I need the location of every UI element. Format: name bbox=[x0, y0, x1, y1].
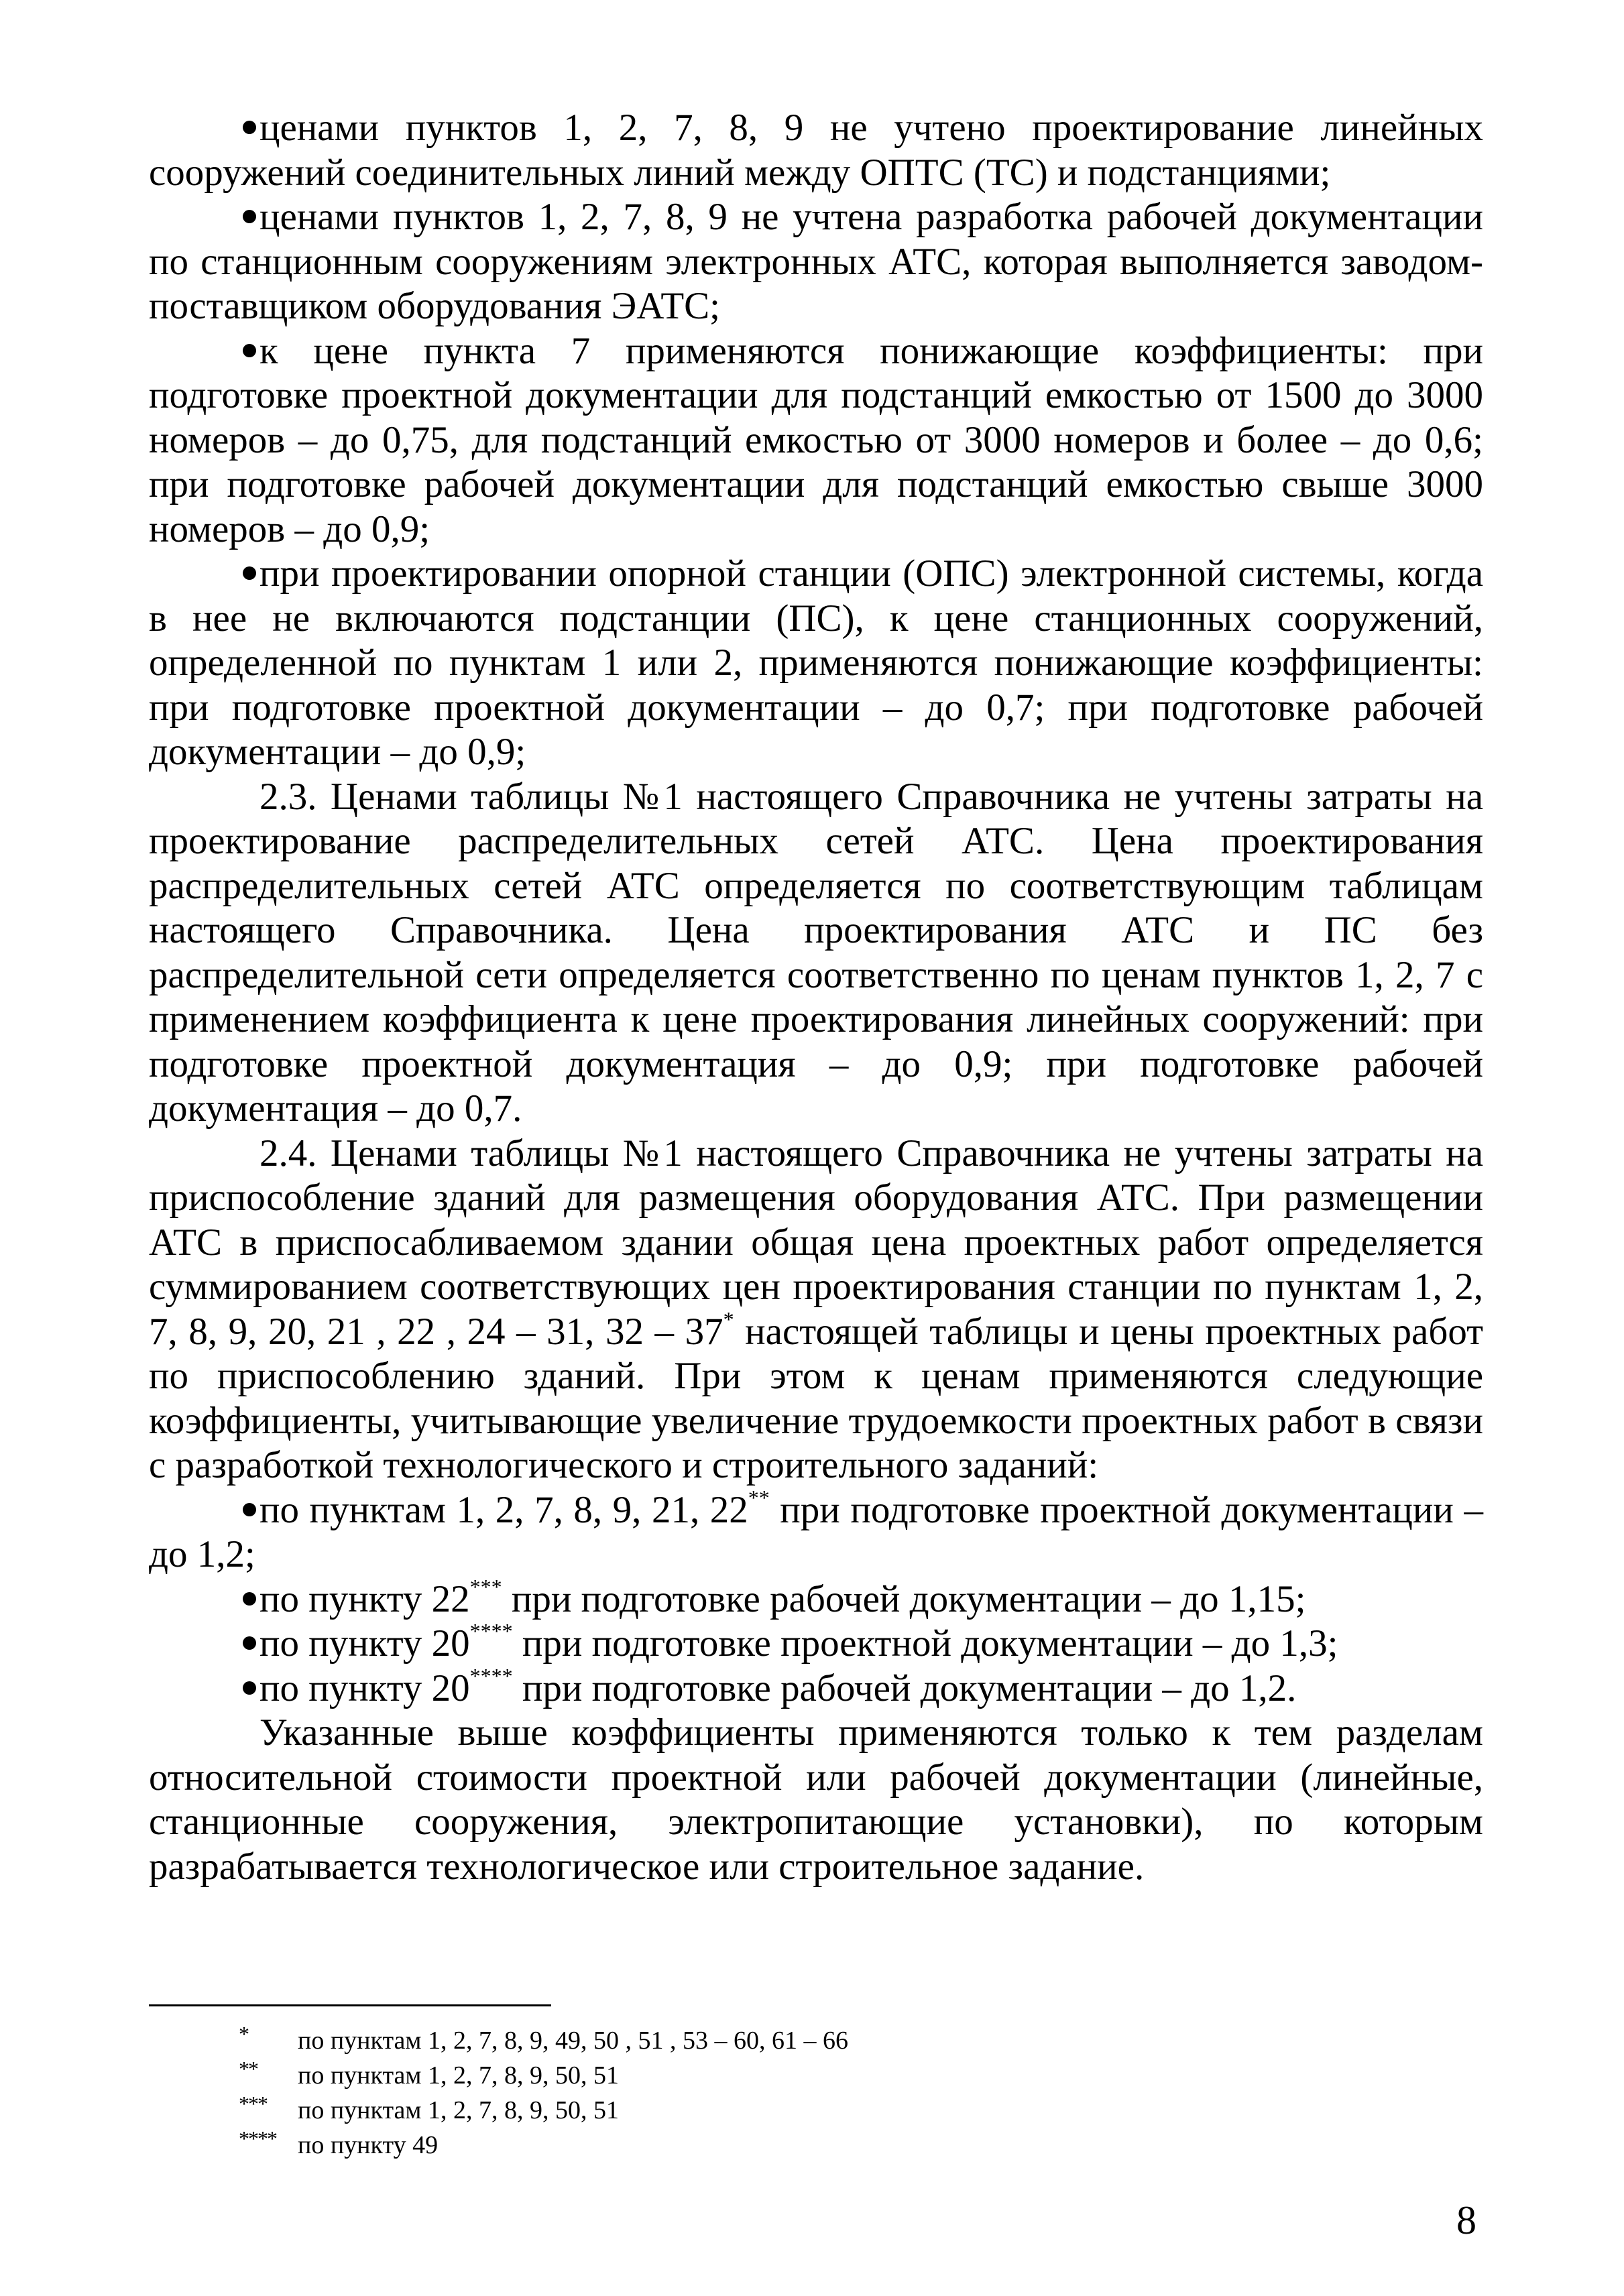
bullet-text: при проектировании опорной станции (ОПС) электронной системы, когда в нее не включаются подстанции (ПС), к цене станционных сооружений, определенной по пунктам 1 или 2, применяются понижающие коэффициенты: при подготовке проектной документации – до 0,7; при подготовке рабочей документации – до 0,9; bbox=[149, 552, 1483, 773]
bullet-text-continued: при подготовке проектной документации – до 1,3; bbox=[512, 1622, 1338, 1665]
closing-paragraph: Указанные выше коэффициенты применяются только к тем разделам относительной стоимости проектной или рабочей документации (линейные, станционные сооружения, электропитающие установки), по которым разрабатывается технологическое или строительное задание. bbox=[149, 1711, 1483, 1888]
bullet-item bbox=[149, 195, 1483, 329]
coefficient-bullet-item bbox=[149, 1619, 1483, 1667]
bullet-text: к цене пункта 7 применяются понижающие коэффициенты: при подготовке проектной документации для подстанций емкостью от 1500 до 3000 номеров – до 0,75, для подстанций емкостью от 3000 номеров и более – до 0,6; при подготовке рабочей документации для подстанций емкостью свыше 3000 номеров – до 0,9; bbox=[149, 329, 1483, 550]
footnote-item bbox=[239, 2057, 848, 2093]
bullet-item bbox=[149, 552, 1483, 775]
bullet-text: по пункту 20 bbox=[259, 1667, 470, 1709]
footnote-marker: *** bbox=[469, 1574, 502, 1599]
document-body bbox=[149, 106, 1483, 1889]
footnote-mark: **** bbox=[239, 2126, 276, 2151]
footnote-marker: **** bbox=[469, 1619, 513, 1643]
footnote-item bbox=[239, 2126, 848, 2163]
footnote-divider bbox=[149, 2004, 551, 2006]
bullet-icon bbox=[243, 344, 256, 357]
coefficient-bullet-item bbox=[149, 1485, 1483, 1577]
footnote-text: по пунктам 1, 2, 7, 8, 9, 50, 51 bbox=[298, 2096, 619, 2124]
footnote-text: по пунктам 1, 2, 7, 8, 9, 50, 51 bbox=[298, 2061, 619, 2090]
bullet-text-continued: при подготовке рабочей документации – до 1,15; bbox=[502, 1577, 1306, 1620]
section-2-4-text: 2.4. Ценами таблицы №1 настоящего Справочника не учтены затраты на приспособление зданий для размещения оборудования АТС. При размещении АТС в приспосабливаемом здании общая цена проектных работ определяется суммированием соответствующих цен проектирования станции по пунктам 1, 2, 7, 8, 9, 20, 21 , 22 , 24 – 31, 32 – 37 bbox=[149, 1132, 1483, 1353]
bullet-icon bbox=[243, 1592, 256, 1606]
bullet-icon bbox=[243, 1636, 256, 1650]
footnotes bbox=[239, 2022, 848, 2163]
bullet-item bbox=[149, 329, 1483, 552]
bullet-text: ценами пунктов 1, 2, 7, 8, 9 не учтена разработка рабочей документации по станционным сооружениям электронных АТС, которая выполняется заводом-поставщиком оборудования ЭАТС; bbox=[149, 196, 1483, 327]
footnote-mark: ** bbox=[239, 2057, 257, 2081]
footnote-mark: *** bbox=[239, 2092, 267, 2116]
bullet-item bbox=[149, 106, 1483, 195]
bullet-text: по пункту 22 bbox=[259, 1577, 470, 1620]
section-2-4-paragraph bbox=[149, 1132, 1483, 1488]
bullet-icon bbox=[243, 1681, 256, 1695]
footnote-mark: * bbox=[239, 2022, 248, 2046]
page-number: 8 bbox=[1456, 2198, 1476, 2242]
bullet-icon bbox=[243, 1503, 256, 1516]
footnote-item bbox=[239, 2092, 848, 2128]
footnote-marker: * bbox=[723, 1307, 734, 1331]
footnote-item bbox=[239, 2022, 848, 2058]
section-2-4-text-continued: настоящей таблицы и цены проектных работ по приспособлению зданий. При этом к ценам применяются следующие коэффициенты, учитывающие увеличение трудоемкости проектных работ в связи с разработкой технологического и строительного заданий: bbox=[149, 1310, 1483, 1486]
footnote-marker: ** bbox=[748, 1485, 770, 1510]
bullet-icon bbox=[243, 121, 256, 134]
bullet-text-continued: при подготовке проектной документации – до 1,2; bbox=[149, 1488, 1483, 1575]
bullet-icon bbox=[243, 566, 256, 580]
footnote-text: по пунктам 1, 2, 7, 8, 9, 49, 50 , 51 , 53 – 60, 61 – 66 bbox=[298, 2027, 848, 2055]
bullet-text: по пунктам 1, 2, 7, 8, 9, 21, 22 bbox=[259, 1488, 748, 1531]
footnote-marker: **** bbox=[469, 1663, 513, 1688]
coefficient-bullet-item bbox=[149, 1574, 1483, 1622]
section-2-3-paragraph: 2.3. Ценами таблицы №1 настоящего Справочника не учтены затраты на проектирование распределительных сетей АТС. Цена проектирования распределительных сетей АТС определяется по соответствующим таблицам настоящего Справочника. Цена проектирования АТС и ПС без распределительной сети определяется соответственно по ценам пунктов 1, 2, 7 с применением коэффициента к цене проектирования линейных сооружений: при подготовке проектной документация – до 0,9; при подготовке рабочей документация – до 0,7. bbox=[149, 775, 1483, 1130]
coefficient-bullet-item bbox=[149, 1663, 1483, 1711]
bullet-text: ценами пунктов 1, 2, 7, 8, 9 не учтено проектирование линейных сооружений соединительных линий между ОПТС (ТС) и подстанциями; bbox=[149, 107, 1483, 194]
bullet-text-continued: при подготовке рабочей документации – до 1,2. bbox=[512, 1667, 1297, 1709]
footnote-text: по пункту 49 bbox=[298, 2131, 439, 2159]
bullet-icon bbox=[243, 210, 256, 223]
bullet-text: по пункту 20 bbox=[259, 1622, 470, 1665]
